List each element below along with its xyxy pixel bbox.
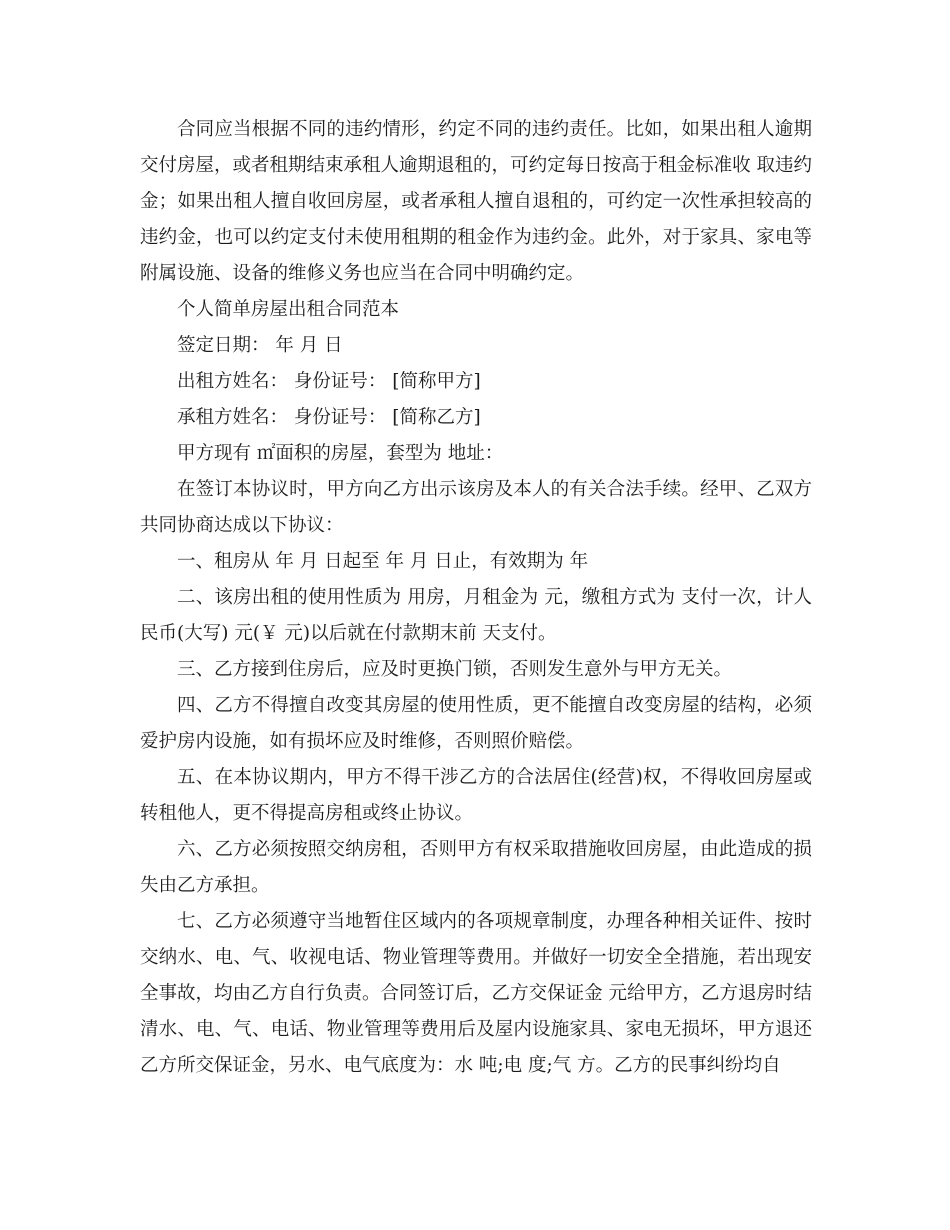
clause-7: 七、乙方必须遵守当地暂住区域内的各项规章制度，办理各种相关证件、按时交纳水、电、气、收视电话、物业管理等费用。并做好一切安全全措施，若出现安全事故，均由乙方自行负责。合同签订后，乙方交保证金 元给甲方，乙方退房时结清水、电、气、电话、物业管理等费用后及屋内设施家具、家电无损坏，甲方退还乙方所交保证金，另水、电气底度为：水 吨;电 度;气 方。乙方的民事纠纷均自 xyxy=(140,911,812,1076)
clause-6: 六、乙方必须按照交纳房租，否则甲方有权采取措施收回房屋，由此造成的损失由乙方承担。 xyxy=(140,839,812,896)
lessor-info: 出租方姓名： 身份证号： [简称甲方] xyxy=(177,371,481,392)
agreement-preamble: 在签订本协议时，甲方向乙方出示该房及本人的有关合法手续。经甲、乙双方共同协商达成以下协议： xyxy=(140,479,812,536)
clause-5: 五、在本协议期内，甲方不得干涉乙方的合法居住(经营)权，不得收回房屋或转租他人，更不得提高房租或终止协议。 xyxy=(140,767,812,824)
property-info: 甲方现有 ㎡面积的房屋，套型为 地址： xyxy=(177,443,504,464)
paragraph-breach-liability: 合同应当根据不同的违约情形，约定不同的违约责任。比如，如果出租人逾期交付房屋，或者租期结束承租人逾期退租的，可约定每日按高于租金标准收 取违约金；如果出租人擅自收回房屋，或者承租人擅自退租的，可约定一次性承担较高的违约金，也可以约定支付未使用租期的租金作为违约金。此外，对于家具、家电等附属设施、设备的维修义务也应当在合同中明确约定。 xyxy=(140,119,812,284)
document-body xyxy=(140,112,812,1084)
clause-3: 三、乙方接到住房后，应及时更换门锁，否则发生意外与甲方无关。 xyxy=(177,659,733,680)
lessee-info: 承租方姓名： 身份证号： [简称乙方] xyxy=(177,407,481,428)
clause-1: 一、租房从 年 月 日起至 年 月 日止，有效期为 年 xyxy=(177,551,589,572)
signing-date: 签定日期： 年 月 日 xyxy=(177,335,343,356)
clause-4: 四、乙方不得擅自改变其房屋的使用性质，更不能擅自改变房屋的结构，必须爱护房内设施，如有损坏应及时维修，否则照价赔偿。 xyxy=(140,695,812,752)
contract-title: 个人简单房屋出租合同范本 xyxy=(177,299,400,320)
clause-2: 二、该房出租的使用性质为 用房，月租金为 元，缴租方式为 支付一次，计人民币(大写) 元(￥ 元)以后就在付款期末前 天支付。 xyxy=(140,587,812,644)
